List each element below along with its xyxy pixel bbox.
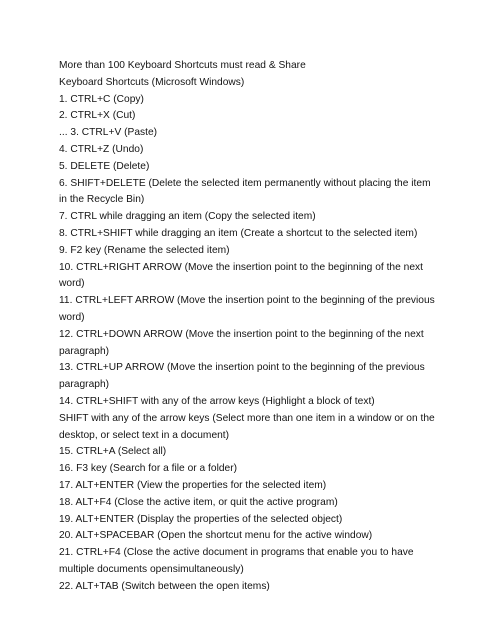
shortcut-line-7: 7. CTRL while dragging an item (Copy the selected item) [59,211,316,223]
shortcut-line-13: 13. CTRL+UP ARROW (Move the insertion point to the beginning of the previous paragraph) [59,362,425,391]
document-title: More than 100 Keyboard Shortcuts must read & Share [59,60,306,71]
shortcut-line-20: 20. ALT+SPACEBAR (Open the shortcut menu for the active window) [59,530,373,542]
shortcut-line-21: 21. CTRL+F4 (Close the active document in programs that enable you to have multiple documents opensimultaneously) [59,547,414,575]
shortcut-line-2: 2. CTRL+X (Cut) [59,110,136,122]
shortcut-line-4: 4. CTRL+Z (Undo) [59,143,144,155]
shortcut-line-12: 12. CTRL+DOWN ARROW (Move the insertion point to the beginning of the next paragraph) [59,328,424,357]
shortcut-line-14: 14. CTRL+SHIFT with any of the arrow keys (Highlight a block of text) [59,395,375,407]
shortcut-line-6: 6. SHIFT+DELETE (Delete the selected item permanently without placing the item in the Recycle Bin) [59,177,431,206]
shortcut-line-16: 16. F3 key (Search for a file or a folder) [59,463,238,475]
shortcut-line-8: 8. CTRL+SHIFT while dragging an item (Create a shortcut to the selected item) [59,227,418,239]
shortcut-line-10: 10. CTRL+RIGHT ARROW (Move the insertion point to the beginning of the next word) [59,261,423,290]
shortcut-line-22: 22. ALT+TAB (Switch between the open items) [59,580,270,592]
document-subtitle: Keyboard Shortcuts (Microsoft Windows) [59,76,245,88]
shortcut-line-9: 9. F2 key (Rename the selected item) [59,244,230,256]
document-body [59,58,439,596]
shortcut-line-3: ... 3. CTRL+V (Paste) [59,127,158,139]
shortcut-line-19: 19. ALT+ENTER (Display the properties of the selected object) [59,513,343,525]
shortcut-line-11: 11. CTRL+LEFT ARROW (Move the insertion point to the beginning of the previous word) [59,295,435,323]
shortcut-line-18: 18. ALT+F4 (Close the active item, or quit the active program) [59,496,338,508]
shortcut-line-shift-arrows: SHIFT with any of the arrow keys (Select more than one item in a window or on the desktop, or select text in a document) [59,412,435,441]
shortcut-line-5: 5. DELETE (Delete) [59,160,150,172]
shortcut-line-15: 15. CTRL+A (Select all) [59,446,167,458]
shortcut-line-1: 1. CTRL+C (Copy) [59,93,144,105]
shortcut-line-17: 17. ALT+ENTER (View the properties for the selected item) [59,479,327,491]
